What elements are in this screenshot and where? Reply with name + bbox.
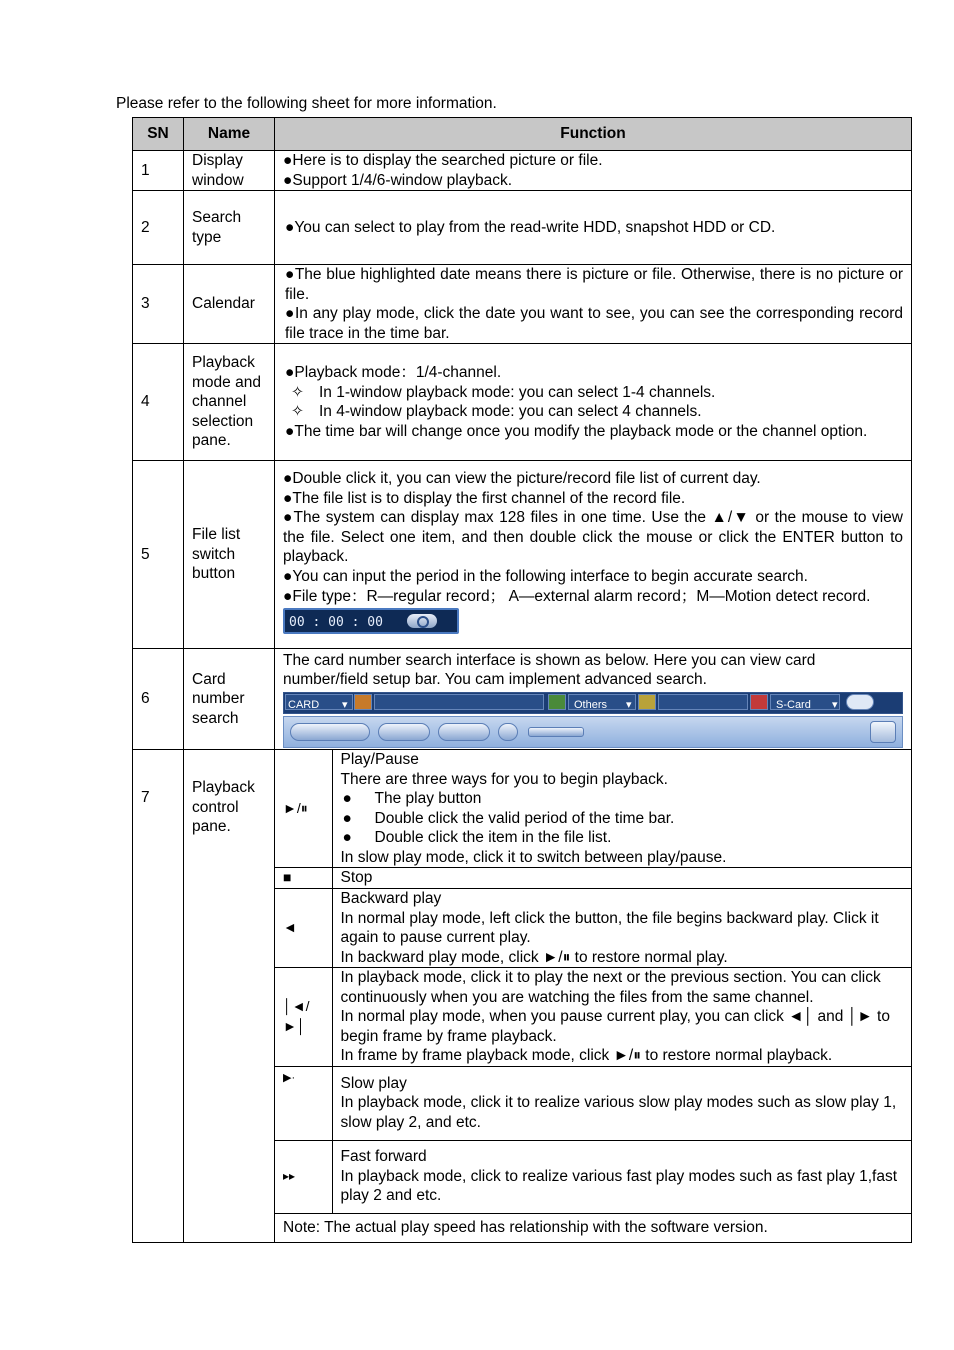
chevron-down-icon[interactable]: ▾ <box>342 698 348 711</box>
table-row <box>133 344 912 461</box>
control-row: ►/⏸ Play/Pause There are three ways for you to begin playback. ● The play button ● Double click the valid period of the time bar. ● Double click the item in the file list. In slow play mode, click it to switch between play/pause. <box>275 750 911 868</box>
header-name: Name <box>184 118 275 151</box>
fast-forward-icon: ▸▸ <box>275 1140 332 1213</box>
row-function: ●The blue highlighted date means there is picture or file. Otherwise, there is no picture or file. ●In any play mode, click the date you want to see, you can see the corresponding record file trace in the time bar. <box>275 265 912 344</box>
frame-step-icon: │◄/ ►│ <box>275 968 332 1067</box>
control-row: ◄ Backward play In normal play mode, left click the button, the file begins backward play. Click it again to pause current play. In backward play mode, click ►/⏸ to restore normal play. <box>275 889 911 968</box>
intro-text: Please refer to the following sheet for more information. <box>116 95 497 112</box>
row-sn: 3 <box>133 265 184 344</box>
table-row <box>133 265 912 344</box>
header-function: Function <box>275 118 912 151</box>
frame-buttons[interactable] <box>378 723 430 741</box>
row-name: Display window <box>184 151 275 191</box>
search-icon[interactable] <box>846 694 874 710</box>
function-table <box>132 117 912 1243</box>
table-header-row <box>133 118 912 151</box>
row-function: ●You can select to play from the read-write HDD, snapshot HDD or CD. <box>275 191 912 265</box>
time-search-input[interactable]: 00 : 00 : 00 <box>283 608 459 634</box>
row-function: ●Double click it, you can view the picture/record file list of current day. ●The file list is to display the first channel of the record file. ●The system can display max 128 files in one time. Use the ▲/▼ or the mouse to view the file. Select one item, and then double click the mouse or click the ENTER button to playback. ●You can input the period in the following interface to begin accurate search. ●File type：R—regular record； A—external alarm record；M—Motion detect record. 00 : 00 : 00 <box>275 461 912 649</box>
play-pause-icon: ►/⏸ <box>275 750 332 868</box>
snapshot-button[interactable] <box>498 723 518 741</box>
slow-play-icon: ▶· <box>275 1066 332 1140</box>
row-sn: 2 <box>133 191 184 265</box>
field-icon <box>638 694 656 710</box>
row-sn: 5 <box>133 461 184 649</box>
row-sn: 4 <box>133 344 184 461</box>
row-name: Calendar <box>184 265 275 344</box>
card-type-icon <box>354 694 372 710</box>
stop-icon: ■ <box>275 868 332 889</box>
chevron-down-icon[interactable]: ▾ <box>832 698 838 711</box>
playback-control-table <box>275 750 912 1243</box>
diamond-icon: ✧ <box>291 383 304 401</box>
backward-play-icon: ◄ <box>275 889 332 968</box>
search-icon[interactable] <box>407 614 437 628</box>
card-search-bar: CARD ▾ Others ▾ S-Card ▾ <box>283 692 903 748</box>
row-function: ●Here is to display the searched picture or file. ●Support 1/4/6-window playback. <box>275 151 912 191</box>
volume-slider[interactable] <box>528 727 584 737</box>
control-row: │◄/ ►│ In playback mode, click it to play the next or the previous section. You can click continuously when you are watching the files from the same channel. In normal play mode, when you pause current play, you can click ◄│ and │► to begin frame by frame playback. In frame by frame playback mode, click ►/⏸ to restore normal playback. <box>275 968 911 1067</box>
table-row <box>133 750 912 1243</box>
control-row: ■ Stop <box>275 868 911 889</box>
row-name: Playback control pane. <box>184 750 275 1243</box>
chevron-down-icon[interactable]: ▾ <box>626 698 632 711</box>
diamond-icon: ✧ <box>291 403 304 420</box>
playback-toolbar <box>283 716 903 748</box>
note-text: Note: The actual play speed has relationship with the software version. <box>275 1213 911 1242</box>
row-function: ●Playback mode：1/4-channel. ✧ In 1-window playback mode: you can select 1-4 channels. ✧ In 4-window playback mode: you can select 4 channels. ●The time bar will change once you modify the playback mode or the channel option. <box>275 344 912 461</box>
others-input[interactable] <box>658 694 748 710</box>
table-row <box>133 151 912 191</box>
row-sn: 7 <box>133 750 184 1243</box>
row-sn: 1 <box>133 151 184 191</box>
row-sn: 6 <box>133 649 184 750</box>
table-row <box>133 191 912 265</box>
note-row <box>275 1213 911 1242</box>
row-name: Search type <box>184 191 275 265</box>
close-icon[interactable] <box>870 721 896 743</box>
card-number-input[interactable] <box>374 694 544 710</box>
field-icon <box>548 694 566 710</box>
row-function: The card number search interface is shown as below. Here you can view card number/field setup bar. You cam implement advanced search. CARD ▾ Others ▾ S-Card ▾ <box>275 649 912 750</box>
row-name: Card number search <box>184 649 275 750</box>
row-name: File list switch button <box>184 461 275 649</box>
control-row: ▸▸ Fast forward In playback mode, click to realize various fast play modes such as fast play 1,fast play 2 and etc. <box>275 1140 911 1213</box>
table-row <box>133 649 912 750</box>
table-row <box>133 461 912 649</box>
scard-icon <box>750 694 768 710</box>
speed-buttons[interactable] <box>438 723 490 741</box>
control-row: ▶· Slow play In playback mode, click it to realize various slow play modes such as slow play 1, slow play 2, and etc. <box>275 1066 911 1140</box>
header-sn: SN <box>133 118 184 151</box>
row-name: Playback mode and channel selection pane. <box>184 344 275 461</box>
play-stop-back-buttons[interactable] <box>290 723 370 741</box>
